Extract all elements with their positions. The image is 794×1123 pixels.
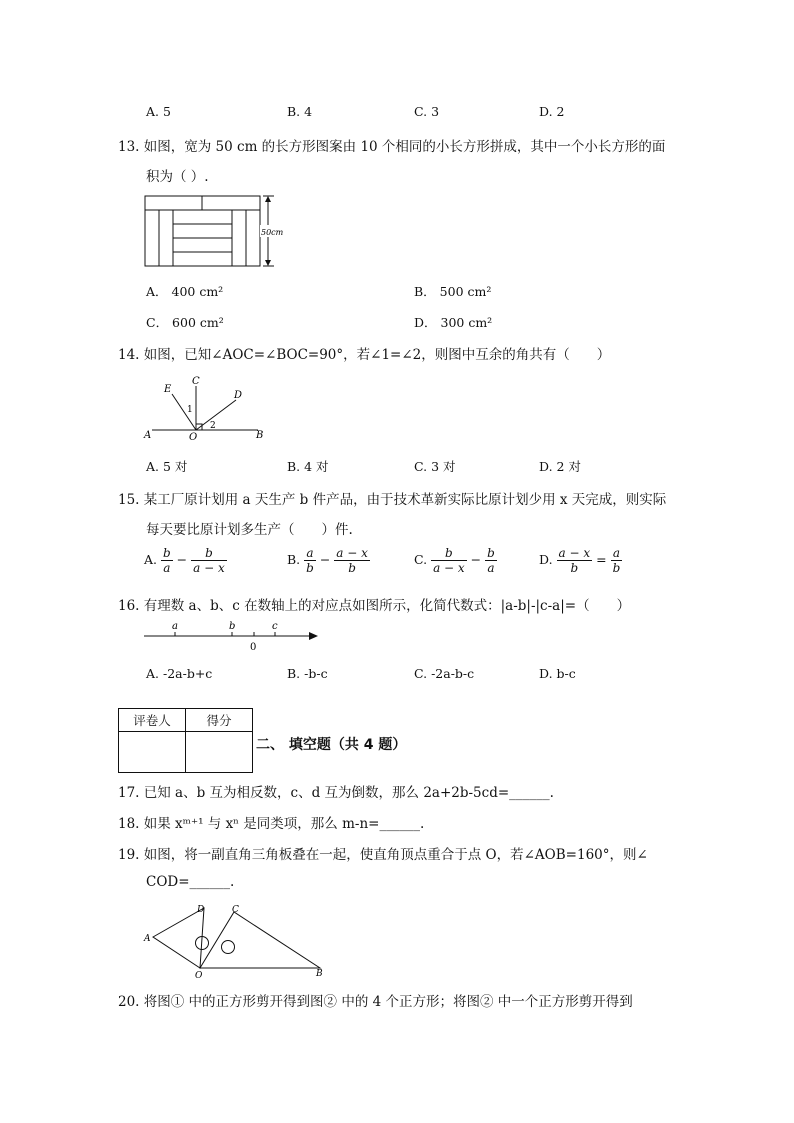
q13-option-b[interactable]: B． 500 cm² <box>414 284 492 299</box>
numerator: a <box>304 546 316 561</box>
q18-stem: 18. 如果 xᵐ⁺¹ 与 xⁿ 是同类项，那么 m-n=______. <box>118 816 425 832</box>
point-b: b <box>229 621 236 632</box>
q14-angle-figure <box>142 372 272 444</box>
q19-triangle-figure <box>140 900 330 980</box>
section-2-title: 二、 填空题（共 4 题） <box>256 737 407 753</box>
q19-stem-line2: COD=______. <box>146 874 235 890</box>
q16-option-c[interactable]: C. -2a-b-c <box>414 666 475 681</box>
label-angle-2: 2 <box>210 421 216 431</box>
q15-option-b[interactable] <box>287 546 370 575</box>
point-c: c <box>272 621 278 632</box>
q14-option-c[interactable]: C. 3 对 <box>414 459 456 474</box>
grader-score-table <box>118 708 253 773</box>
point-zero: 0 <box>250 642 257 653</box>
operator: = <box>596 552 607 567</box>
q12-option-b[interactable]: B. 4 <box>287 104 313 119</box>
label-a: A <box>144 934 151 944</box>
denominator: a − x <box>433 561 465 575</box>
q15-option-d[interactable] <box>539 546 622 575</box>
q15-stem-line2: 每天要比原计划多生产（ ）件. <box>146 522 353 538</box>
q13-50cm-label: 50cm <box>261 228 284 237</box>
label-c: C <box>232 905 239 915</box>
score-cell[interactable] <box>186 732 253 773</box>
triangle-cob <box>200 912 320 968</box>
q20-stem: 20. 将图① 中的正方形剪开得到图② 中的 4 个正方形；将图② 中一个正方形剪开得到 <box>118 994 633 1010</box>
fraction <box>431 546 467 575</box>
label-c: C <box>192 376 200 387</box>
numerator: a − x <box>336 546 368 560</box>
q15-option-b-letter: B. <box>287 552 301 567</box>
denominator: a − x <box>193 561 225 575</box>
q16-number-line <box>142 618 324 654</box>
denominator: a <box>163 561 171 575</box>
q19-stem-line1: 19. 如图，将一副直角三角板叠在一起，使直角顶点重合于点 O，若∠AOB=160°，则∠ <box>118 847 648 863</box>
q13-rectangle-figure <box>142 193 292 269</box>
fraction <box>485 546 497 575</box>
numerator: b <box>191 546 227 561</box>
q16-stem-line1: 16. 有理数 a、b、c 在数轴上的对应点如图所示，化简代数式：|a-b|-|c-a|=（ ） <box>118 598 631 614</box>
fraction <box>304 546 316 575</box>
label-o: O <box>189 432 198 443</box>
q12-option-c[interactable]: C. 3 <box>414 104 440 119</box>
q15-option-c[interactable] <box>414 546 497 575</box>
q13-stem-line1: 13. 如图，宽为 50 cm 的长方形图案由 10 个相同的小长方形拼成，其中一个小长方形的面 <box>118 139 666 155</box>
operator: − <box>319 552 331 567</box>
label-b: B <box>256 430 264 441</box>
fraction <box>611 546 623 575</box>
numerator: a − x <box>558 546 591 560</box>
operator: − <box>470 552 482 567</box>
q14-option-b[interactable]: B. 4 对 <box>287 459 329 474</box>
q15-stem-line1: 15. 某工厂原计划用 a 天生产 b 件产品，由于技术革新实际比原计划少用 x 天完成，则实际 <box>118 492 667 508</box>
numerator: b <box>163 546 171 560</box>
label-a: A <box>144 430 152 441</box>
denominator: b <box>348 561 356 575</box>
q13-option-c[interactable]: C． 600 cm² <box>146 315 224 330</box>
q15-option-a-letter: A. <box>144 552 158 567</box>
q12-option-d[interactable]: D. 2 <box>539 104 565 119</box>
q14-option-d[interactable]: D. 2 对 <box>539 459 581 474</box>
q16-option-d[interactable]: D. b-c <box>539 666 576 681</box>
q13-stem-line2: 积为（ ）. <box>146 169 209 185</box>
label-angle-1: 1 <box>187 405 193 415</box>
numerator: a <box>611 546 623 561</box>
point-a: a <box>172 621 178 632</box>
denominator: b <box>570 561 579 575</box>
q16-option-b[interactable]: B. -b-c <box>287 666 328 681</box>
label-b: B <box>316 969 323 979</box>
q13-option-a[interactable]: A． 400 cm² <box>146 284 224 299</box>
label-o: O <box>195 971 203 980</box>
label-d: D <box>197 905 205 915</box>
q15-option-c-letter: C. <box>414 552 428 567</box>
label-e: E <box>164 384 172 395</box>
numerator: b <box>487 546 495 560</box>
denominator: b <box>306 561 314 575</box>
q16-option-a[interactable]: A. -2a-b+c <box>146 666 213 681</box>
fraction <box>191 546 227 575</box>
q14-stem-line1: 14. 如图，已知∠AOC=∠BOC=90°，若∠1=∠2，则图中互余的角共有（ ） <box>118 347 611 363</box>
fraction <box>334 546 370 575</box>
numerator: b <box>431 546 467 561</box>
q12-option-a[interactable]: A. 5 <box>146 104 171 119</box>
operator: − <box>176 552 188 567</box>
fraction <box>557 546 593 575</box>
q14-option-a[interactable]: A. 5 对 <box>146 459 188 474</box>
grader-cell[interactable] <box>119 732 186 773</box>
denominator: b <box>612 561 621 575</box>
denominator: a <box>487 561 495 575</box>
q15-option-a[interactable] <box>144 546 227 575</box>
triangle-aod <box>153 908 204 968</box>
score-header: 得分 <box>186 709 253 732</box>
label-d: D <box>234 390 243 401</box>
q17-stem: 17. 已知 a、b 互为相反数，c、d 互为倒数，那么 2a+2b-5cd=______. <box>118 785 554 801</box>
fraction <box>161 546 173 575</box>
q13-option-d[interactable]: D． 300 cm² <box>414 315 493 330</box>
q15-option-d-letter: D. <box>539 552 553 567</box>
grader-header: 评卷人 <box>119 709 186 732</box>
